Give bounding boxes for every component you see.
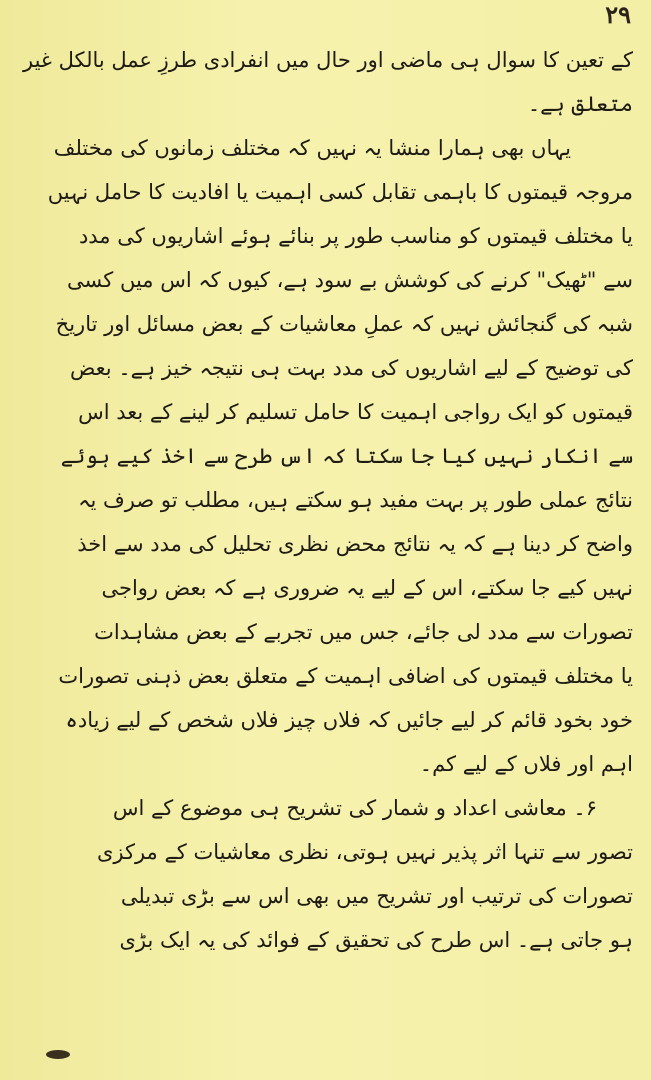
text-line: واضح کر دینا ہے کہ یہ نتائج محض نظری تحلیل کی مدد سے اخذ xyxy=(77,532,633,556)
text-line: تصور سے تنہا اثر پذیر نہیں ہوتی، نظری معاشیات کے مرکزی xyxy=(96,840,633,864)
text-line: نتائج عملی طور پر بہت مفید ہو سکتے ہیں، مطلب تو صرف یہ xyxy=(78,488,633,512)
text-line: قیمتوں کو ایک رواجی اہمیت کا حامل تسلیم کر لینے کے بعد اس xyxy=(78,400,633,424)
text-line: یا مختلف قیمتوں کی اضافی اہمیت کے متعلق بعض ذہنی تصورات xyxy=(58,664,633,688)
page-number: ۲۹ xyxy=(605,0,631,29)
text-line: نہیں کیے جا سکتے، اس کے لیے یہ ضروری ہے کہ بعض رواجی xyxy=(101,576,633,600)
text-line: تصورات کی ترتیب اور تشریح میں بھی اس سے بڑی تبدیلی xyxy=(120,884,633,908)
text-line: تصورات سے مدد لی جائے، جس میں تجربے کے بعض مشاہدات xyxy=(94,620,633,644)
numbered-paragraph-first-line: ۶۔ معاشی اعداد و شمار کی تشریح ہی موضوع کے اس xyxy=(112,796,597,820)
text-line: خود بخود قائم کر لیے جائیں کہ فلاں چیز فلاں شخص کے لیے زیادہ xyxy=(65,708,633,732)
text-line: شبہ کی گنجائش نہیں کہ عملِ معاشیات کے بعض مسائل اور تاریخ xyxy=(55,312,633,336)
text-line: اہم اور فلاں کے لیے کم۔ xyxy=(419,752,633,776)
text-line: یا مختلف قیمتوں کو مناسب طور پر بنائے ہوئے اشاریوں کی مدد xyxy=(78,224,633,248)
text-line: کی توضیح کے لیے اشاریوں کی مدد بہت ہی نتیجہ خیز ہے۔ بعض xyxy=(69,356,633,380)
text-line: ہو جاتی ہے۔ اس طرح کی تحقیق کے فوائد کی یہ ایک بڑی xyxy=(119,928,633,952)
ink-smudge xyxy=(46,1050,70,1059)
text-line: کے تعین کا سوال ہی ماضی اور حال میں انفرادی طرزِ عمل بالکل غیر xyxy=(22,48,633,72)
text-line: سے انکار نہیں کیا جا سکتا کہ اس طرح سے اخذ کیے ہوئے xyxy=(60,444,633,468)
paragraph-first-line: یہاں بھی ہمارا منشا یہ نہیں کہ مختلف زمانوں کی مختلف xyxy=(53,136,571,160)
text-line: متعلق ہے۔ xyxy=(527,92,633,116)
text-line: سے "ٹھیک" کرنے کی کوشش بے سود ہے، کیوں کہ اس میں کسی xyxy=(67,268,633,292)
body-text xyxy=(18,38,633,962)
text-line: مروجہ قیمتوں کا باہمی تقابل کسی اہمیت یا افادیت کا حامل نہیں xyxy=(47,180,633,204)
